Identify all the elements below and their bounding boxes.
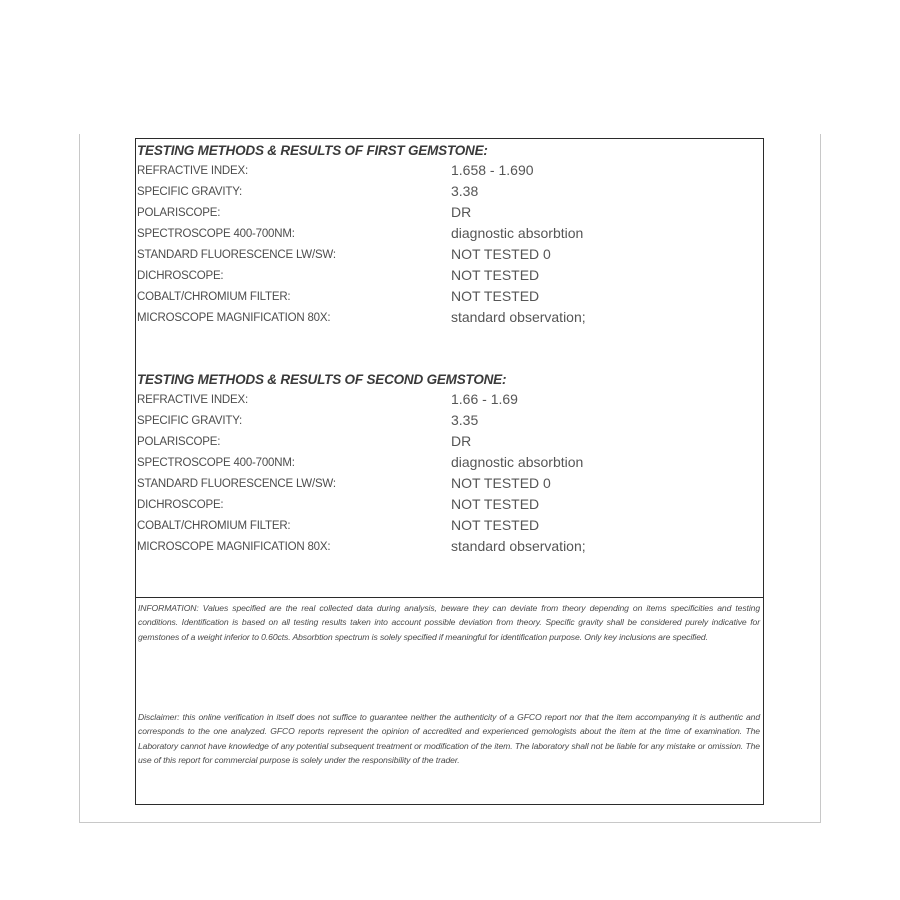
row-value: DR xyxy=(451,433,472,449)
row-value: standard observation; xyxy=(451,538,586,554)
row-label: COBALT/CHROMIUM FILTER: xyxy=(137,291,291,303)
row-value: NOT TESTED xyxy=(451,267,540,283)
section-title: TESTING METHODS & RESULTS OF SECOND GEMSTONE: xyxy=(137,372,507,387)
row-label: COBALT/CHROMIUM FILTER: xyxy=(137,520,291,532)
row-label: STANDARD FLUORESCENCE LW/SW: xyxy=(137,249,336,261)
result-row-specific-gravity xyxy=(137,182,757,203)
row-value: NOT TESTED xyxy=(451,496,540,512)
row-label: DICHROSCOPE: xyxy=(137,499,224,511)
section-title: TESTING METHODS & RESULTS OF FIRST GEMSTONE: xyxy=(137,143,488,158)
row-label: SPECTROSCOPE 400-700NM: xyxy=(137,228,295,240)
row-value: NOT TESTED 0 xyxy=(451,246,551,262)
results-area xyxy=(136,139,763,598)
result-row-microscope xyxy=(137,308,757,329)
row-value: NOT TESTED 0 xyxy=(451,475,551,491)
result-row-cobalt-chromium-filter xyxy=(137,516,757,537)
row-value: NOT TESTED xyxy=(451,517,540,533)
information-paragraph: INFORMATION: Values specified are the real collected data during analysis, beware they can deviate from theory depending on items specificities and testing conditions. Identification is based on all testing results taken into account possible deviation from theory. Specific gravity shall be considered purely indicative for gemstones of a weight inferior to 0.60cts. Absorbtion spectrum is solely specified if meaningful for identification purpose. Only key inclusions are specified. xyxy=(138,603,760,642)
row-value: 3.35 xyxy=(451,412,479,428)
row-value: 3.38 xyxy=(451,183,479,199)
row-value: diagnostic absorbtion xyxy=(451,225,584,241)
row-label: SPECIFIC GRAVITY: xyxy=(137,186,243,198)
row-label: POLARISCOPE: xyxy=(137,207,221,219)
second-gemstone-section xyxy=(137,370,757,558)
result-row-refractive-index xyxy=(137,161,757,182)
row-value: 1.658 - 1.690 xyxy=(451,162,534,178)
result-row-fluorescence xyxy=(137,245,757,266)
row-label: REFRACTIVE INDEX: xyxy=(137,394,248,406)
row-value: standard observation; xyxy=(451,309,586,325)
row-label: DICHROSCOPE: xyxy=(137,270,224,282)
result-row-cobalt-chromium-filter xyxy=(137,287,757,308)
result-row-fluorescence xyxy=(137,474,757,495)
row-label: REFRACTIVE INDEX: xyxy=(137,165,248,177)
result-row-dichroscope xyxy=(137,266,757,287)
row-label: STANDARD FLUORESCENCE LW/SW: xyxy=(137,478,336,490)
disclaimer-paragraph: Disclaimer: this online verification in itself does not suffice to guarantee neither the authenticity of a GFCO report nor that the item accompanying it is authentic and corresponds to the one analyzed. GFCO reports represent the opinion of accredited and experienced gemologists about the item at the time of examination. The Laboratory cannot have knowledge of any potential subsequent treatment or modification of the item. The laboratory shall not be liable for any mistake or omission. The use of this report for commercial purpose is solely under the responsibility of the trader. xyxy=(138,712,760,766)
result-row-polariscope xyxy=(137,432,757,453)
row-label: MICROSCOPE MAGNIFICATION 80X: xyxy=(137,541,331,553)
first-gemstone-section xyxy=(137,141,757,329)
result-row-spectroscope xyxy=(137,224,757,245)
row-value: NOT TESTED xyxy=(451,288,540,304)
result-row-dichroscope xyxy=(137,495,757,516)
result-row-spectroscope xyxy=(137,453,757,474)
result-row-polariscope xyxy=(137,203,757,224)
row-label: SPECTROSCOPE 400-700NM: xyxy=(137,457,295,469)
report-box xyxy=(135,138,764,805)
result-row-refractive-index xyxy=(137,390,757,411)
row-value: DR xyxy=(451,204,472,220)
result-row-microscope xyxy=(137,537,757,558)
row-value: diagnostic absorbtion xyxy=(451,454,584,470)
row-label: SPECIFIC GRAVITY: xyxy=(137,415,243,427)
row-label: MICROSCOPE MAGNIFICATION 80X: xyxy=(137,312,331,324)
result-row-specific-gravity xyxy=(137,411,757,432)
row-value: 1.66 - 1.69 xyxy=(451,391,518,407)
row-label: POLARISCOPE: xyxy=(137,436,221,448)
